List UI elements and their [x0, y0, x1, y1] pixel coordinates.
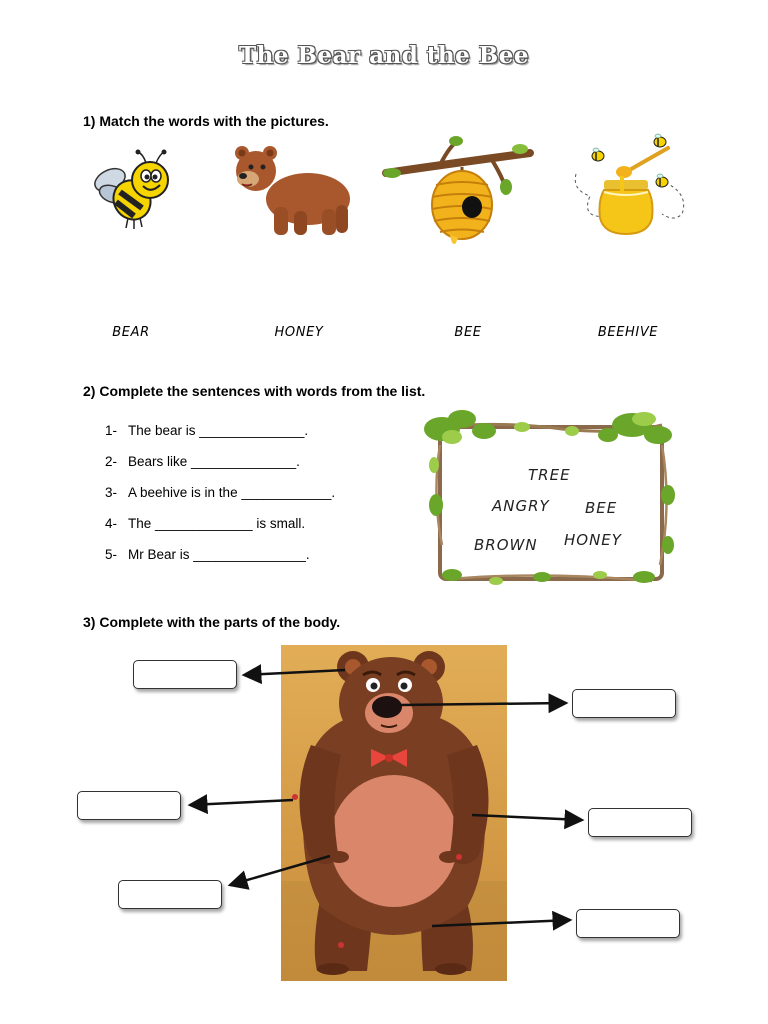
- match-word-bee: BEE: [454, 325, 482, 340]
- word-list-bee: BEE: [585, 499, 618, 517]
- word-list-tree: TREE: [528, 466, 571, 484]
- word-list-vine-frame: [422, 405, 678, 587]
- word-list-angry: ANGRY: [492, 497, 550, 515]
- page-title: The Bear and the Bee: [239, 42, 529, 69]
- sentence-text: A beehive is in the ____________.: [128, 485, 336, 500]
- sentence-3: [105, 485, 335, 500]
- sentence-number: 4-: [105, 516, 118, 531]
- match-word-beehive: BEEHIVE: [597, 325, 659, 340]
- sentence-text: Mr Bear is _______________.: [128, 547, 310, 562]
- sentence-text: The _____________ is small.: [128, 516, 306, 531]
- sentence-number: 5-: [105, 547, 118, 562]
- section-3-heading: 3) Complete with the parts of the body.: [83, 614, 341, 630]
- word-list-brown: BROWN: [474, 536, 538, 554]
- body-part-label-box-nose[interactable]: [572, 689, 676, 718]
- word-list-honey: HONEY: [564, 531, 622, 549]
- match-word-bear: BEAR: [112, 325, 150, 340]
- sentence-text: Bears like ______________.: [128, 454, 300, 469]
- body-part-label-box-arm[interactable]: [77, 791, 181, 820]
- section-1-heading: 1) Match the words with the pictures.: [83, 113, 329, 129]
- body-part-label-box-ear[interactable]: [133, 660, 237, 689]
- beehive-icon: [380, 135, 536, 249]
- honey-jar-icon: [570, 130, 694, 240]
- sentence-number: 2-: [105, 454, 118, 469]
- sentence-1: [105, 423, 308, 438]
- body-part-label-box-paw[interactable]: [118, 880, 222, 909]
- sentence-number: 1-: [105, 423, 118, 438]
- match-word-honey: HONEY: [274, 325, 324, 340]
- sentence-4: [105, 516, 305, 531]
- section-2-heading: 2) Complete the sentences with words from the list.: [83, 383, 426, 399]
- bee-icon: [88, 148, 174, 232]
- sentence-2: [105, 454, 300, 469]
- body-part-label-box-belly[interactable]: [588, 808, 692, 837]
- sentence-5: [105, 547, 310, 562]
- sentence-text: The bear is ______________.: [128, 423, 309, 438]
- sentence-number: 3-: [105, 485, 118, 500]
- body-part-label-box-leg[interactable]: [576, 909, 680, 938]
- bear-icon: [230, 145, 354, 241]
